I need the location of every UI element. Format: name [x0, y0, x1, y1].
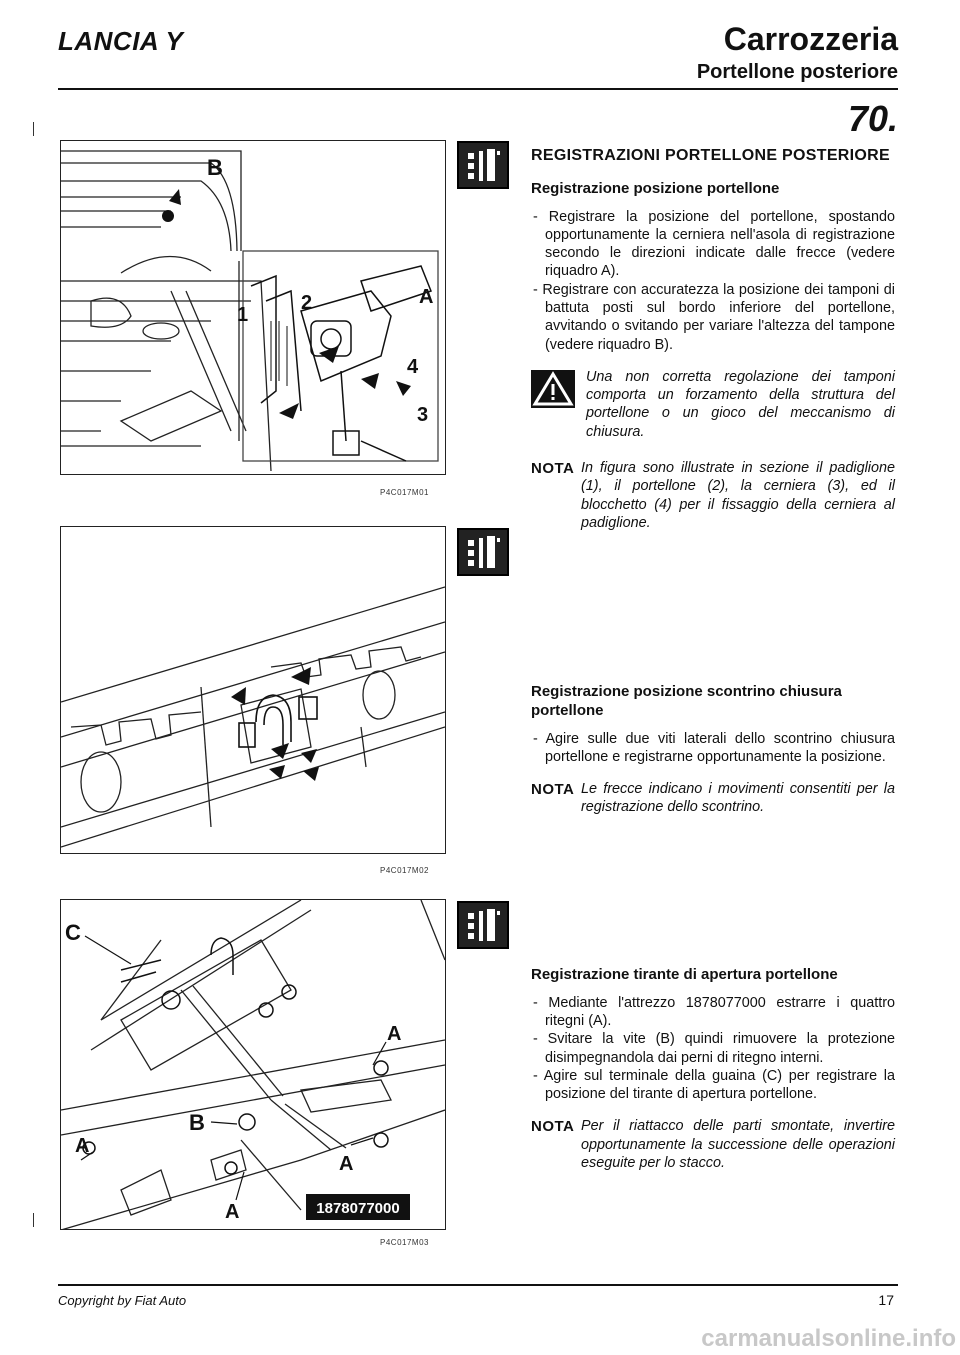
fig3-label-a: A	[75, 1135, 90, 1157]
page-number: 17	[878, 1292, 894, 1308]
header-rule	[58, 88, 898, 90]
section-striker-adjustment	[531, 683, 895, 817]
figure-code: P4C017M01	[380, 488, 429, 497]
fig3-label-a: A	[387, 1023, 402, 1045]
fig1-label-2: 2	[301, 292, 313, 314]
note-text: In figura sono illustrate in sezione il padiglione (1), il portellone (2), la cerniera (3), ed il blocchetto (4) per il fissaggio della cerniera al padiglione.	[581, 460, 895, 531]
figure-release-cable	[60, 899, 446, 1230]
instruction-item: - Mediante l'attrezzo 1878077000 estrarre i quattro ritegni (A).	[533, 994, 895, 1030]
figure-latch-striker	[60, 526, 446, 854]
brand-title: LANCIA Y	[58, 26, 184, 56]
watermark: carmanualsonline.info	[701, 1325, 956, 1352]
section-title: Carrozzeria	[723, 21, 898, 57]
margin-mark	[33, 122, 34, 136]
tool-pictogram-icon	[457, 901, 509, 949]
note-block	[531, 780, 895, 817]
instruction-item: - Registrare con accuratezza la posizione dei tamponi di battuta posti sul bordo inferiore del portellone, avvitando o svitando per variare l'altezza del tampone (vedere riquadro B).	[533, 281, 895, 353]
fig3-label-a: A	[225, 1201, 240, 1223]
main-heading: REGISTRAZIONI PORTELLONE POSTERIORE	[531, 147, 890, 164]
figure-code: P4C017M02	[380, 866, 429, 875]
warning-block	[531, 368, 895, 441]
tool-code-label: 1878077000	[316, 1200, 400, 1217]
copyright-text: Copyright by Fiat Auto	[58, 1293, 187, 1308]
instruction-item: - Registrare la posizione del portellone, spostando opportunamente la cerniera nell'asola di registrazione secondo le direzioni indicate dalle frecce (vedere riquadro A).	[533, 208, 895, 280]
tool-pictogram-icon	[457, 141, 509, 189]
fig3-label-b: B	[189, 1110, 205, 1135]
figure-code: P4C017M03	[380, 1238, 429, 1247]
note-label: NOTA	[531, 460, 575, 477]
instruction-item: - Agire sul terminale della guaina (C) per registrare la posizione del tirante di apertura portellone.	[533, 1067, 895, 1103]
section-release-cable-adjustment	[531, 966, 895, 1172]
note-block	[531, 459, 895, 532]
warning-text: Una non corretta regolazione dei tamponi comporta un forzamento della struttura del portellone o un gioco del meccanismo di chiusura.	[586, 368, 895, 440]
fig1-label-3: 3	[417, 404, 429, 426]
page-code: 70.	[847, 98, 898, 139]
fig1-label-4: 4	[407, 356, 419, 378]
section-header	[697, 22, 898, 84]
fig1-label-a: A	[419, 286, 434, 308]
fig1-label-b: B	[207, 155, 223, 180]
margin-mark	[33, 1213, 34, 1227]
note-label: NOTA	[531, 1118, 575, 1136]
figure-hinge-adjustment	[60, 140, 446, 475]
section-heading: Registrazione posizione portellone	[531, 179, 780, 197]
note-text: Le frecce indicano i movimenti consentiti per la registrazione dello scontrino.	[581, 781, 895, 816]
footer-rule	[58, 1284, 898, 1286]
note-block	[531, 1117, 895, 1172]
tool-pictogram-icon	[457, 528, 509, 576]
instruction-item: - Svitare la vite (B) quindi rimuovere la protezione disimpegnandola dai perni di ritegno interni.	[533, 1031, 895, 1066]
note-text: Per il riattacco delle parti smontate, invertire opportunamente la successione delle operazioni eseguite per lo stacco.	[581, 1118, 895, 1171]
fig3-label-a: A	[339, 1153, 354, 1175]
section-subtitle: Portellone posteriore	[696, 61, 898, 84]
section-hinge-adjustment	[531, 147, 895, 532]
note-label: NOTA	[531, 781, 575, 799]
fig1-label-1: 1	[237, 304, 249, 326]
section-heading: Registrazione posizione scontrino chiusura portellone	[531, 683, 842, 719]
section-heading: Registrazione tirante di apertura portellone	[531, 966, 838, 983]
warning-triangle-icon	[531, 370, 575, 408]
fig3-label-c: C	[65, 920, 81, 945]
instruction-item: - Agire sulle due viti laterali dello scontrino chiusura portellone e registrarne opportunamente la posizione.	[533, 730, 895, 765]
